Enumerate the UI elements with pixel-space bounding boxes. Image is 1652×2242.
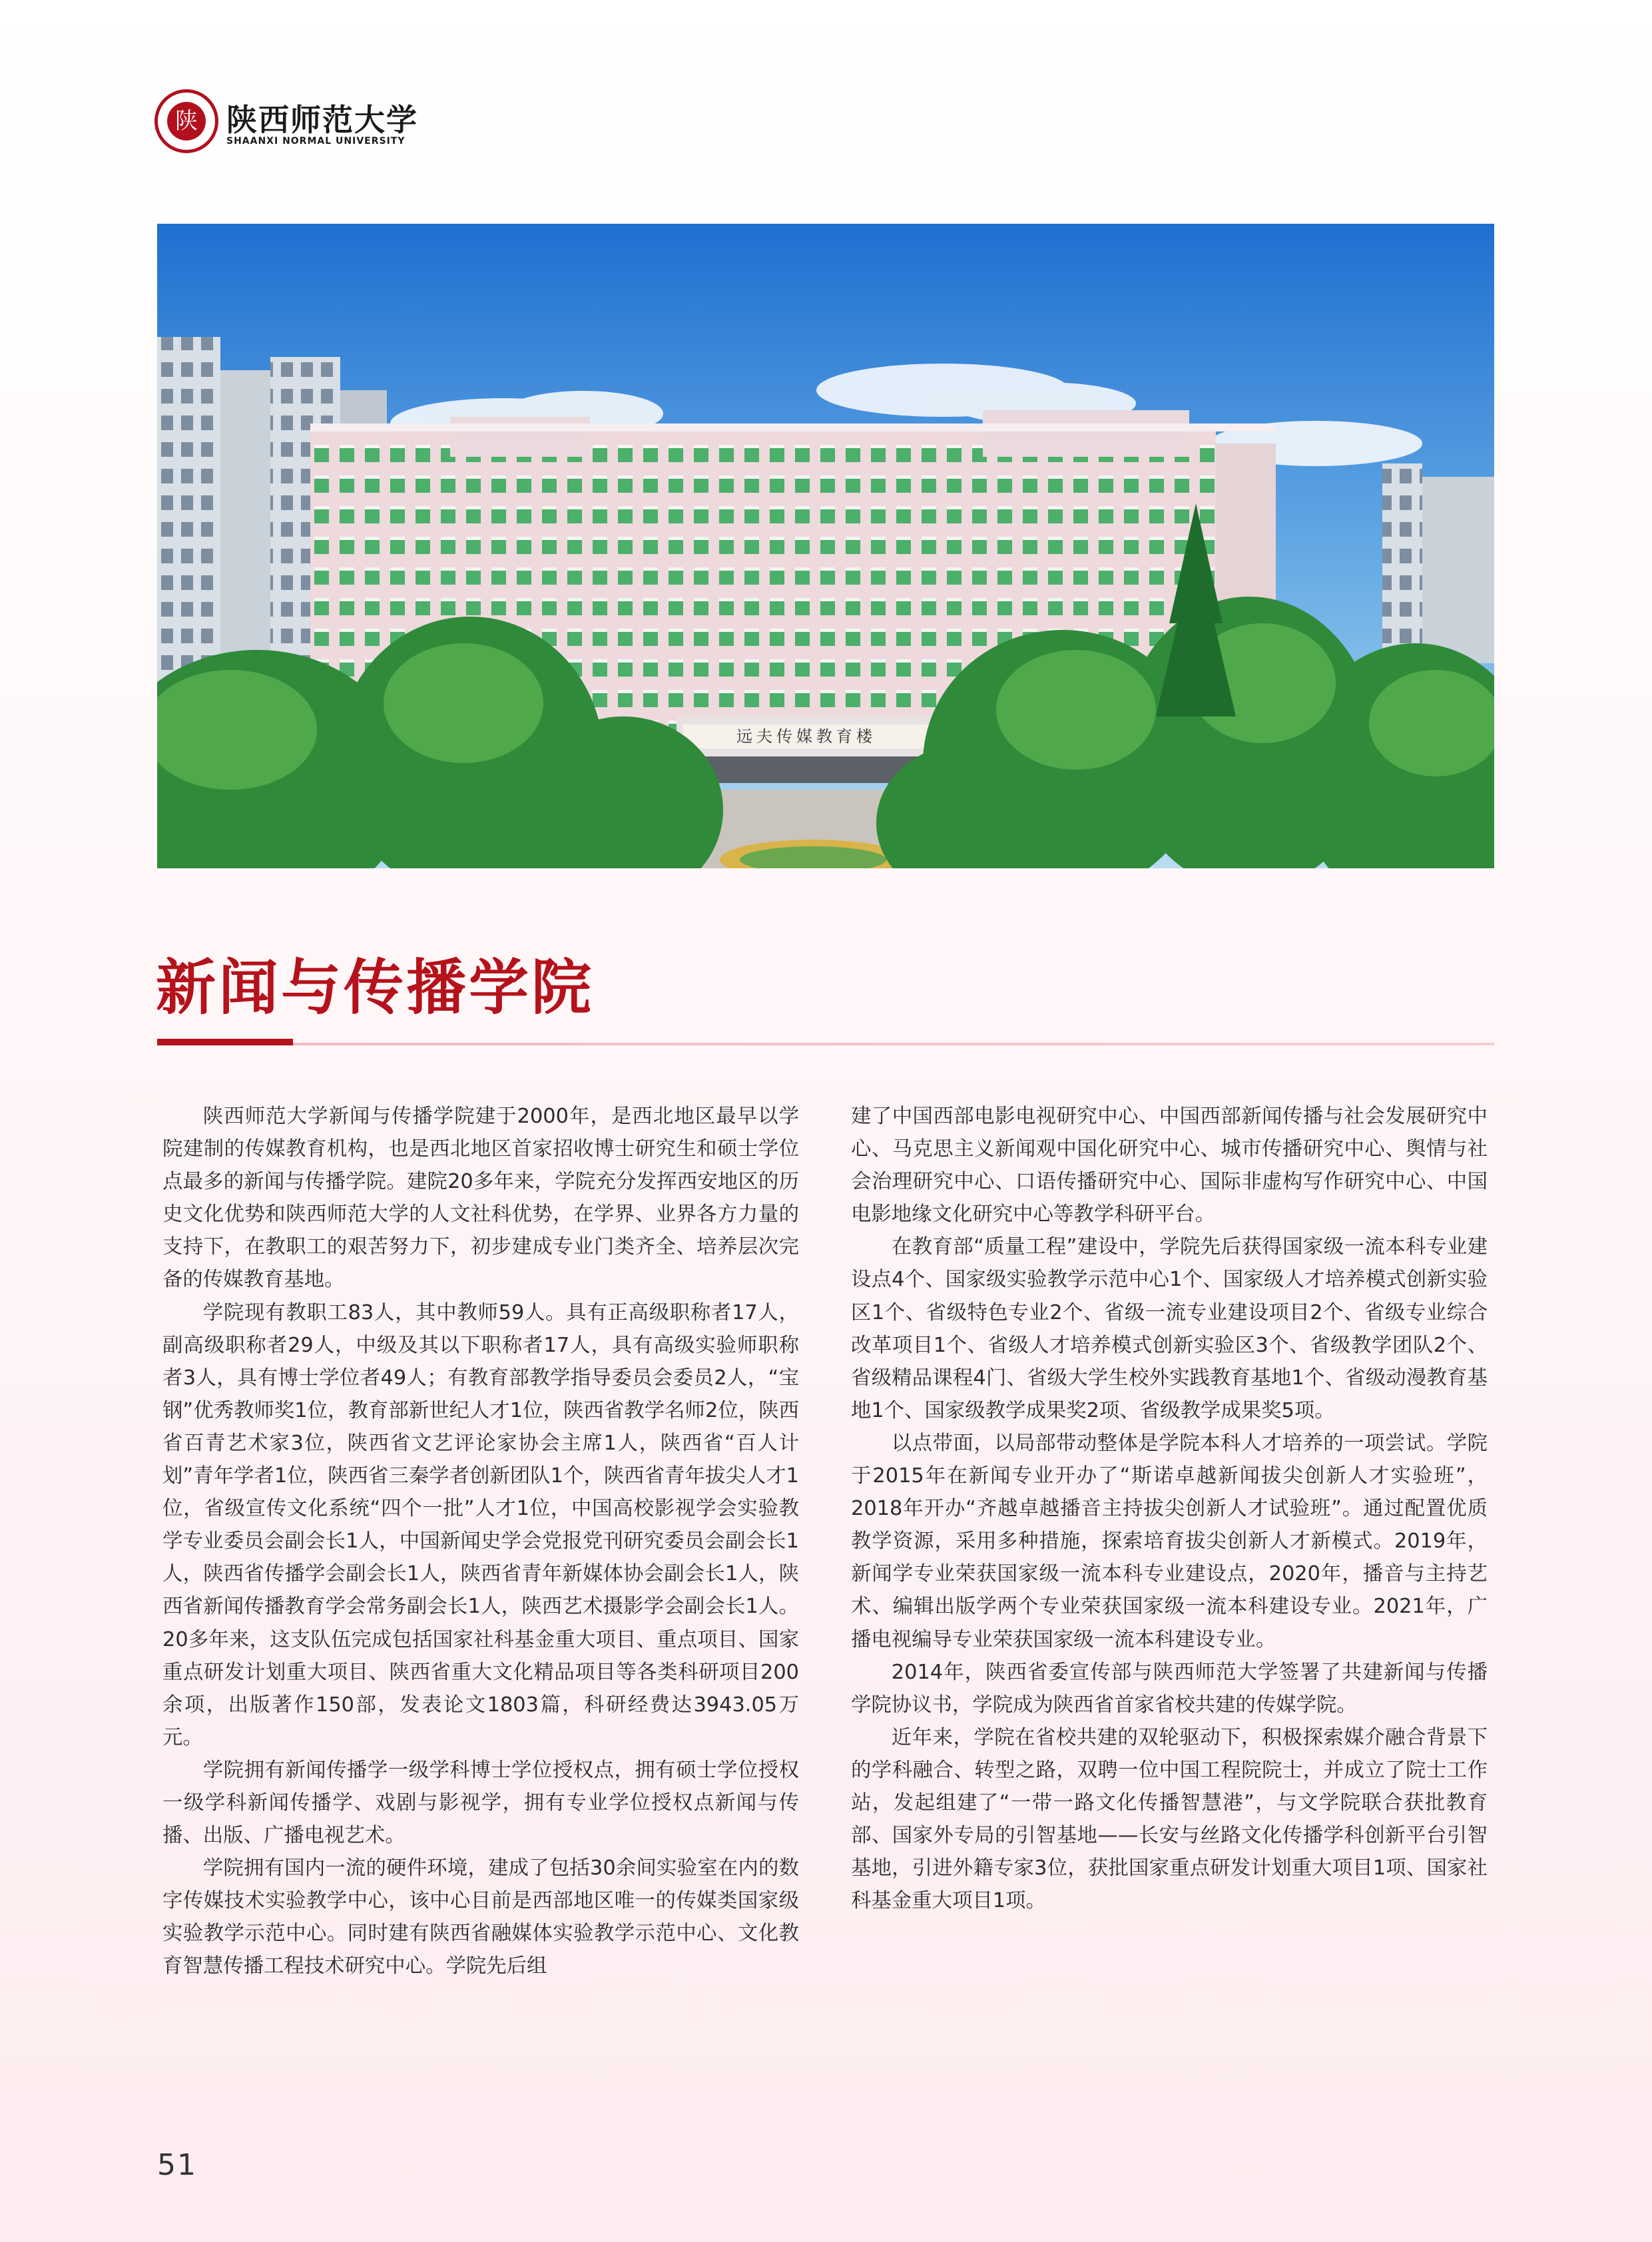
university-logo: [154, 89, 418, 156]
paragraph: 学院现有教职工83人，其中教师59人。具有正高级职称者17人，副高级职称者29人，中级及其以下职称者17人，具有高级实验师职称者3人，具有博士学位者49人；有教育部教学指导委员会委员2人，“宝钢”优秀教师奖1位，教育部新世纪人才1位，陕西省教学名师2位，陕西省百青艺术家3位，陕西省文艺评论家协会主席1人，陕西省“百人计划”青年学者1位，陕西省三秦学者创新团队1个，陕西省青年拔尖人才1位，省级宣传文化系统“四个一批”人才1位，中国高校影视学会实验教学专业委员会副会长1人，中国新闻史学会党报党刊研究委员会副会长1人，陕西省传播学会副会长1人，陕西省青年新媒体协会副会长1人，陕西省新闻传播教育学会常务副会长1人，陕西艺术摄影学会副会长1人。20多年来，这支队伍完成包括国家社科基金重大项目、重点项目、国家重点研发计划重大项目、陕西省重大文化精品项目等各类科研项目200余项，出版著作150部，发表论文1803篇，科研经费达3943.05万元。: [162, 1300, 799, 1749]
title-accent-bar: [157, 1039, 293, 1045]
title-divider: [157, 1043, 1494, 1045]
article-column-right: [851, 1100, 1488, 1917]
campus-building-photo: [157, 224, 1494, 868]
paragraph: 陕西师范大学新闻与传播学院建于2000年，是西北地区最早以学院建制的传媒教育机构，也是西北地区首家招收博士研究生和硕士学位点最多的新闻与传播学院。建院20多年来，学院充分发挥西安地区的历史文化优势和陕西师范大学的人文社科优势，在学界、业界各方力量的支持下，在教职工的艰苦努力下，初步建成专业门类齐全、培养层次完备的传媒教育基地。: [162, 1105, 799, 1292]
paragraph: 2014年，陕西省委宣传部与陕西师范大学签署了共建新闻与传播学院协议书，学院成为陕西省首家省校共建的传媒学院。: [851, 1660, 1488, 1717]
university-name: 陕西师范大学: [226, 102, 418, 138]
article-column-left: [162, 1100, 799, 1983]
paragraph: 近年来，学院在省校共建的双轮驱动下，积极探索媒介融合背景下的学科融合、转型之路，双聘一位中国工程院院士，并成立了院士工作站，发起组建了“一带一路文化传播智慧港”，与文学院联合获批教育部、国家外专局的引智基地——长安与丝路文化传播学科创新平台引智基地，引进外籍专家3位，获批国家重点研发计划重大项目1项、国家社科基金重大项目1项。: [851, 1725, 1488, 1913]
paragraph: 学院拥有国内一流的硬件环境，建成了包括30余间实验室在内的数字传媒技术实验教学中心，该中心目前是西部地区唯一的传媒类国家级实验教学示范中心。同时建有陕西省融媒体实验教学示范中心、文化教育智慧传播工程技术研究中心。学院先后组: [162, 1856, 799, 1978]
article-title: 新闻与传播学院: [156, 953, 594, 1023]
university-seal-icon: [154, 89, 218, 153]
page-number: 51: [157, 2148, 197, 2182]
seal-character: 陕: [167, 102, 206, 140]
university-name-en: SHAANXI NORMAL UNIVERSITY: [226, 136, 406, 146]
paragraph-continued: 建了中国西部电影电视研究中心、中国西部新闻传播与社会发展研究中心、马克思主义新闻观中国化研究中心、城市传播研究中心、舆情与社会治理研究中心、口语传播研究中心、国际非虚构写作研究中心、中国电影地缘文化研究中心等教学科研平台。: [851, 1105, 1488, 1227]
building-sign: 远夫传媒教育楼: [736, 727, 876, 746]
paragraph: 在教育部“质量工程”建设中，学院先后获得国家级一流本科专业建设点4个、国家级实验教学示范中心1个、国家级人才培养模式创新实验区1个、省级特色专业2个、省级一流专业建设项目2个、省级专业综合改革项目1个、省级人才培养模式创新实验区3个、省级教学团队2个、省级精品课程4门、省级大学生校外实践教育基地1个、省级动漫教育基地1个、国家级教学成果奖2项、省级教学成果奖5项。: [851, 1235, 1488, 1422]
paragraph: 以点带面，以局部带动整体是学院本科人才培养的一项尝试。学院于2015年在新闻专业开办了“斯诺卓越新闻拔尖创新人才实验班”，2018年开办“齐越卓越播音主持拔尖创新人才试验班”。通过配置优质教学资源，采用多种措施，探索培育拔尖创新人才新模式。2019年，新闻学专业荣获国家级一流本科专业建设点，2020年，播音与主持艺术、编辑出版学两个专业荣获国家级一流本科建设专业。2021年，广播电视编导专业荣获国家级一流本科建设专业。: [851, 1431, 1488, 1651]
paragraph: 学院拥有新闻传播学一级学科博士学位授权点，拥有硕士学位授权一级学科新闻传播学、戏剧与影视学，拥有专业学位授权点新闻与传播、出版、广播电视艺术。: [162, 1758, 799, 1848]
